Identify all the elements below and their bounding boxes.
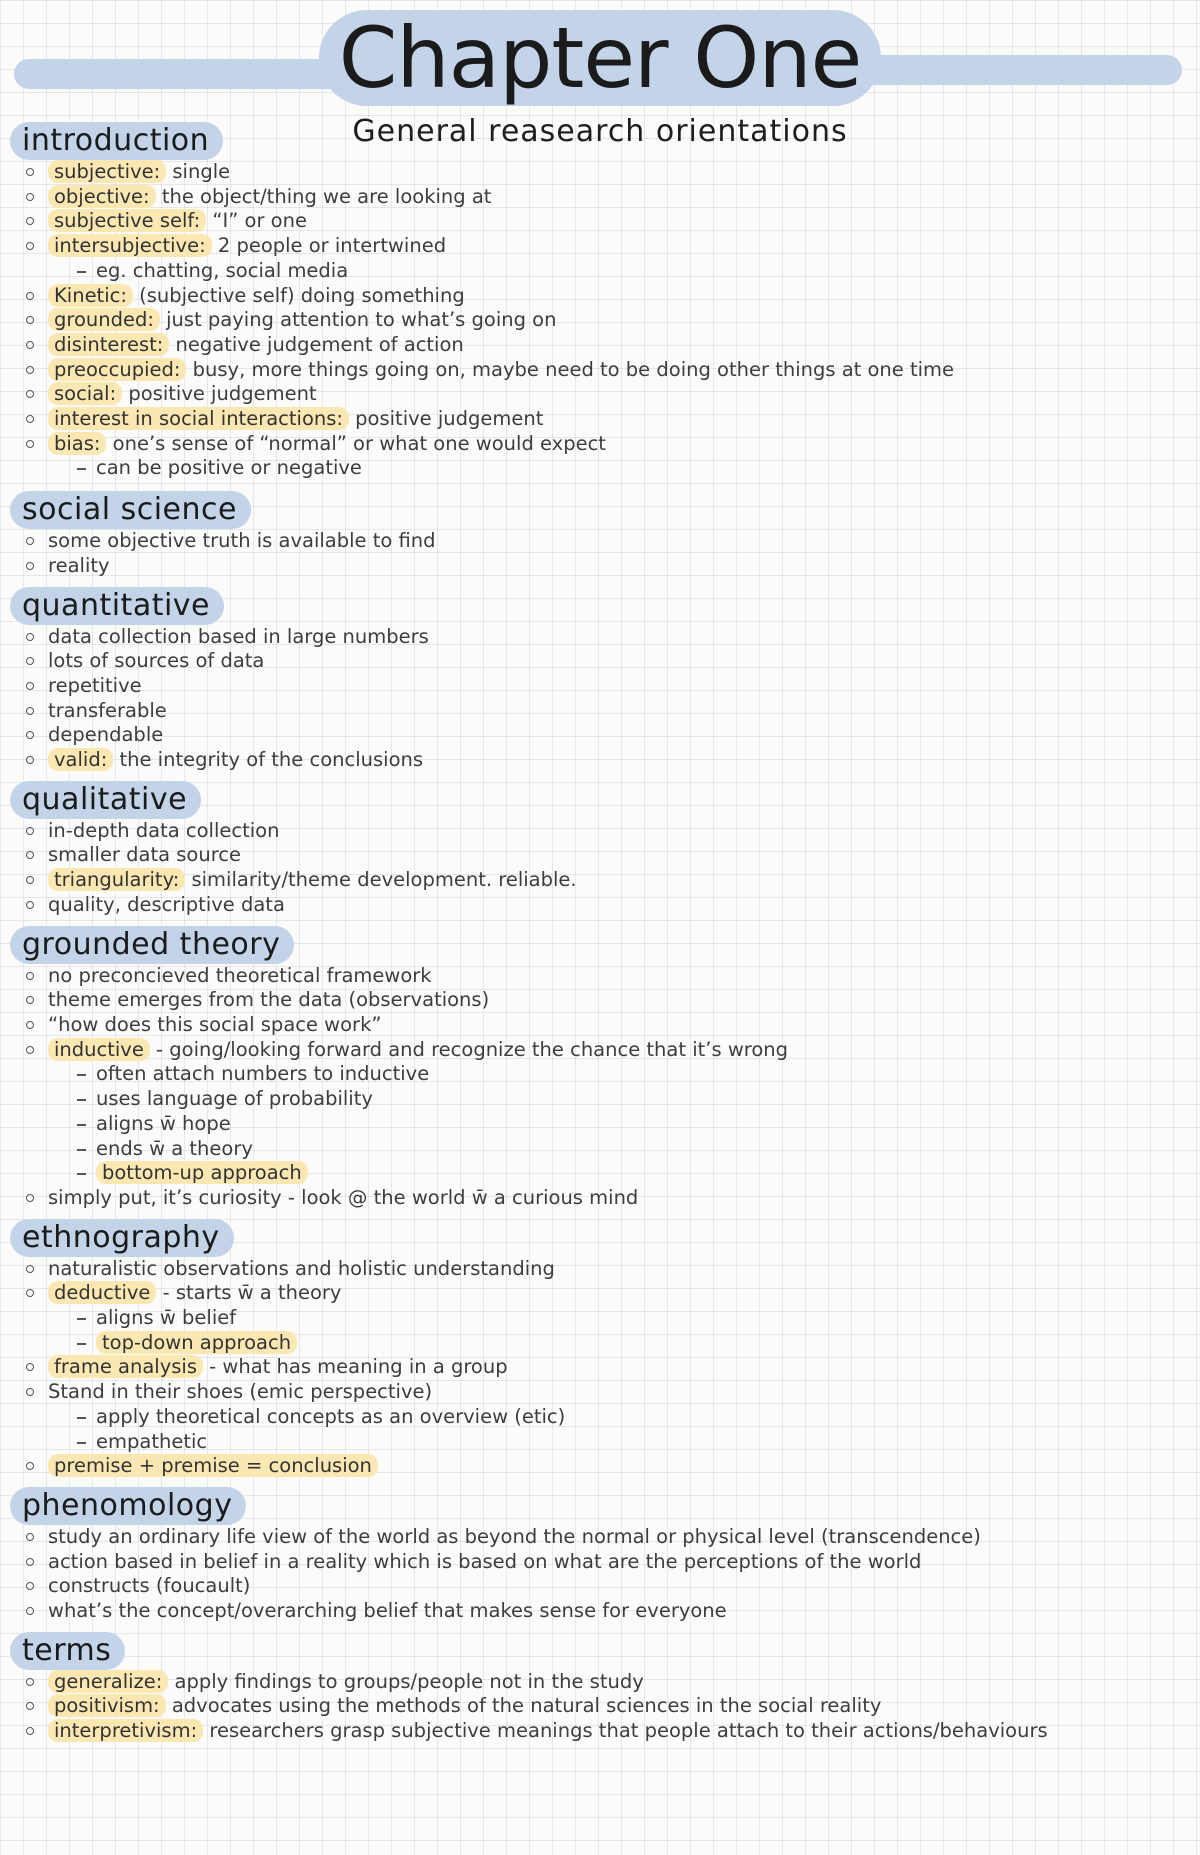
sub-list-item: [10, 1137, 1190, 1162]
item-text: theme emerges from the data (observations): [48, 988, 490, 1012]
highlighted-term: subjective self:: [48, 209, 206, 232]
list-item: [10, 1454, 1190, 1479]
bullet-list: [10, 964, 1190, 1211]
highlighted-term: premise + premise = conclusion: [48, 1454, 378, 1477]
highlighted-term: social:: [48, 382, 122, 405]
list-item: [10, 1038, 1190, 1063]
list-item: [10, 185, 1190, 210]
section-heading: introduction: [10, 122, 223, 160]
item-text: apply theoretical concepts as an overview (etic): [96, 1404, 566, 1428]
list-item: [10, 1694, 1190, 1719]
item-text: lots of sources of data: [48, 649, 265, 673]
section-social-science: [10, 491, 1190, 578]
list-item: [10, 432, 1190, 457]
bullet-list: [10, 1525, 1190, 1624]
bullet-list: [10, 625, 1190, 773]
item-text: single: [166, 160, 231, 183]
sub-list-item: [10, 1161, 1190, 1186]
bullet-list: [10, 160, 1190, 481]
item-text: what’s the concept/overarching belief that makes sense for everyone: [48, 1599, 727, 1623]
sub-list-item: [10, 1405, 1190, 1430]
list-item: [10, 1599, 1190, 1624]
section-heading: qualitative: [10, 781, 201, 819]
list-item: [10, 1380, 1190, 1405]
bullet-list: [10, 1670, 1190, 1744]
list-item: [10, 284, 1190, 309]
section-heading: social science: [10, 491, 251, 529]
list-item: [10, 407, 1190, 432]
item-text: simply put, it’s curiosity - look @ the world w̄ a curious mind: [48, 1185, 639, 1209]
item-text: Stand in their shoes (emic perspective): [48, 1380, 433, 1404]
list-item: [10, 843, 1190, 868]
list-item: [10, 529, 1190, 554]
highlighted-term: bottom-up approach: [96, 1161, 308, 1184]
section-introduction: [10, 122, 1190, 481]
highlighted-term: subjective:: [48, 160, 166, 183]
list-item: [10, 1574, 1190, 1599]
item-text: transferable: [48, 698, 167, 722]
sub-list-item: [10, 1430, 1190, 1455]
highlighted-term: deductive: [48, 1281, 156, 1304]
item-text: one’s sense of “normal” or what one would expect: [106, 431, 606, 455]
list-item: [10, 1550, 1190, 1575]
item-text: the integrity of the conclusions: [113, 748, 424, 772]
list-item: [10, 1186, 1190, 1211]
list-item: [10, 160, 1190, 185]
item-text: positive judgement: [122, 382, 317, 406]
section-heading: grounded theory: [10, 926, 294, 964]
highlighted-term: intersubjective:: [48, 234, 212, 257]
page-title: Chapter One: [319, 10, 882, 106]
item-text: no preconcieved theoretical framework: [48, 963, 432, 987]
section-heading: ethnography: [10, 1219, 234, 1257]
section-terms: [10, 1632, 1190, 1744]
list-item: [10, 209, 1190, 234]
list-item: [10, 868, 1190, 893]
list-item: [10, 625, 1190, 650]
section-grounded-theory: [10, 926, 1190, 1211]
item-text: 2 people or intertwined: [211, 234, 447, 258]
item-text: constructs (foucault): [48, 1574, 251, 1598]
highlighted-term: grounded:: [48, 308, 160, 331]
item-text: - starts w̄ a theory: [156, 1281, 342, 1305]
sub-list-item: [10, 1112, 1190, 1137]
list-item: [10, 1525, 1190, 1550]
section-ethnography: [10, 1219, 1190, 1479]
title-wrap: [0, 10, 1200, 106]
item-text: uses language of probability: [96, 1087, 373, 1111]
highlighted-term: inductive: [48, 1038, 150, 1061]
section-qualitative: [10, 781, 1190, 918]
item-text: researchers grasp subjective meanings that people attach to their actions/behaviours: [203, 1719, 1048, 1743]
sub-list-item: [10, 456, 1190, 481]
bullet-list: [10, 529, 1190, 578]
page-subtitle: General reasearch orientations: [352, 114, 848, 149]
highlighted-term: interpretivism:: [48, 1719, 203, 1742]
item-text: (subjective self) doing something: [132, 283, 465, 307]
list-item: [10, 893, 1190, 918]
item-text: “how does this social space work”: [48, 1012, 382, 1036]
item-text: in-depth data collection: [48, 818, 280, 842]
list-item: [10, 723, 1190, 748]
item-text: some objective truth is available to find: [48, 529, 436, 553]
list-item: [10, 964, 1190, 989]
highlighted-term: valid:: [48, 748, 113, 771]
highlighted-term: triangularity:: [48, 868, 185, 891]
list-item: [10, 748, 1190, 773]
list-item: [10, 1257, 1190, 1282]
list-item: [10, 1670, 1190, 1695]
list-item: [10, 988, 1190, 1013]
bullet-list: [10, 1257, 1190, 1479]
highlighted-term: positivism:: [48, 1694, 166, 1717]
highlighted-term: preoccupied:: [48, 358, 186, 381]
item-text: the object/thing we are looking at: [155, 184, 492, 208]
list-item: [10, 674, 1190, 699]
item-text: often attach numbers to inductive: [96, 1062, 430, 1086]
item-text: - going/looking forward and recognize the chance that it’s wrong: [149, 1037, 789, 1061]
list-item: [10, 382, 1190, 407]
section-heading: phenomology: [10, 1487, 246, 1525]
section-heading: quantitative: [10, 587, 224, 625]
item-text: positive judgement: [348, 407, 544, 431]
highlighted-term: objective:: [48, 185, 156, 208]
list-item: [10, 1013, 1190, 1038]
item-text: ends w̄ a theory: [96, 1136, 253, 1160]
item-text: study an ordinary life view of the world as beyond the normal or physical level (transcendence): [48, 1524, 981, 1548]
item-text: empathetic: [96, 1429, 208, 1453]
item-text: action based in belief in a reality which is based on what are the perceptions of the world: [48, 1549, 922, 1573]
highlighted-term: top-down approach: [96, 1331, 297, 1354]
sub-list-item: [10, 1087, 1190, 1112]
list-item: [10, 819, 1190, 844]
bullet-list: [10, 819, 1190, 918]
highlighted-term: generalize:: [48, 1670, 168, 1693]
section-heading: terms: [10, 1632, 125, 1670]
list-item: [10, 333, 1190, 358]
section-phenomology: [10, 1487, 1190, 1624]
sub-list-item: [10, 1306, 1190, 1331]
list-item: [10, 1281, 1190, 1306]
list-item: [10, 699, 1190, 724]
list-item: [10, 1719, 1190, 1744]
list-item: [10, 358, 1190, 383]
item-text: reality: [48, 553, 110, 577]
list-item: [10, 1355, 1190, 1380]
item-text: busy, more things going on, maybe need to be doing other things at one time: [186, 357, 955, 381]
item-text: eg. chatting, social media: [96, 258, 349, 282]
highlighted-term: frame analysis: [48, 1355, 203, 1378]
item-text: negative judgement of action: [169, 332, 464, 356]
sub-list-item: [10, 259, 1190, 284]
sub-list-item: [10, 1331, 1190, 1356]
list-item: [10, 649, 1190, 674]
sub-list-item: [10, 1062, 1190, 1087]
item-text: similarity/theme development. reliable.: [185, 868, 577, 892]
item-text: advocates using the methods of the natural sciences in the social reality: [165, 1694, 882, 1718]
highlighted-term: bias:: [48, 432, 106, 455]
item-text: aligns w̄ belief: [96, 1306, 237, 1330]
item-text: data collection based in large numbers: [48, 624, 429, 648]
item-text: dependable: [48, 723, 164, 747]
item-text: quality, descriptive data: [48, 892, 285, 916]
item-text: apply findings to groups/people not in the study: [168, 1669, 644, 1693]
item-text: can be positive or negative: [96, 456, 362, 480]
highlighted-term: disinterest:: [48, 333, 169, 356]
item-text: repetitive: [48, 673, 142, 697]
list-item: [10, 234, 1190, 259]
highlighted-term: interest in social interactions:: [48, 407, 349, 430]
highlighted-term: Kinetic:: [48, 284, 133, 307]
item-text: aligns w̄ hope: [96, 1111, 231, 1135]
item-text: smaller data source: [48, 843, 242, 867]
item-text: - what has meaning in a group: [202, 1355, 508, 1379]
item-text: “I” or one: [206, 209, 307, 233]
section-quantitative: [10, 587, 1190, 773]
item-text: just paying attention to what’s going on: [159, 308, 557, 332]
list-item: [10, 554, 1190, 579]
notes-content: [10, 114, 1190, 1750]
list-item: [10, 308, 1190, 333]
item-text: naturalistic observations and holistic understanding: [48, 1256, 555, 1280]
